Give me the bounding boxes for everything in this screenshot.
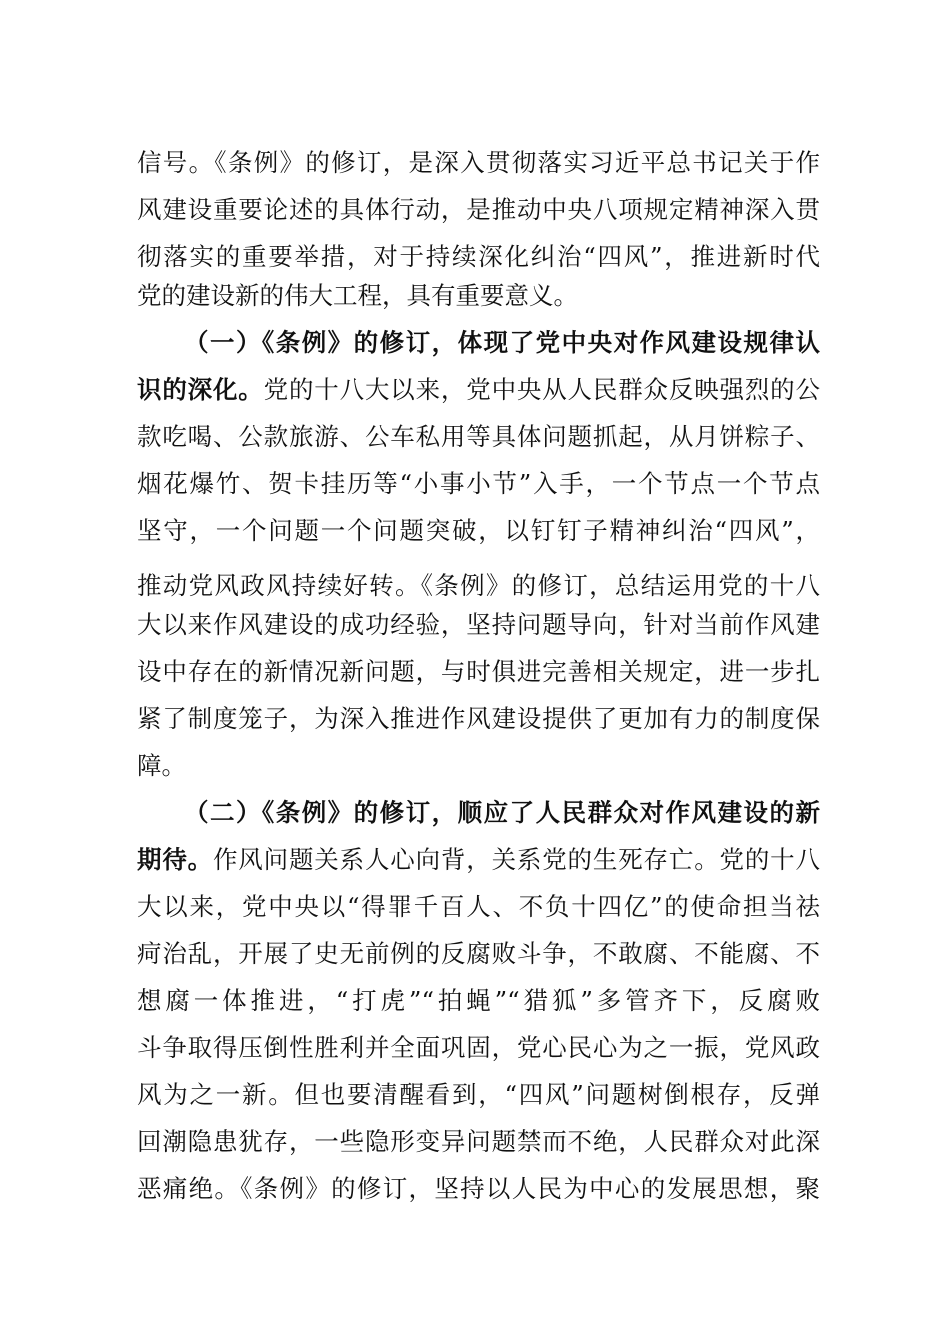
body-line: 推动党风政风持续好转。《条例》的修订，总结运用党的十八 (137, 571, 820, 600)
body-line: 想腐一体推进，“打虎”“拍蝇”“猎狐”多管齐下，反腐败 (137, 986, 820, 1015)
body-line: 款吃喝、公款旅游、公车私用等具体问题抓起，从月饼粽子、 (137, 422, 820, 451)
body-line: 彻落实的重要举措，对于持续深化纠治“四风”，推进新时代 (137, 242, 820, 271)
body-line: 风为之一新。但也要清醒看到，“四风”问题树倒根存，反弹 (137, 1080, 820, 1109)
section-heading-2: （二）《条例》的修订，顺应了人民群众对作风建设的新 (184, 798, 820, 827)
section-heading-2-tail: 期待。 (137, 845, 213, 874)
section-heading-1: （一）《条例》的修订，体现了党中央对作风建设规律认 (184, 328, 820, 357)
body-line: 党的建设新的伟大工程，具有重要意义。 (137, 281, 578, 310)
body-line: 恶痛绝。《条例》的修订，坚持以人民为中心的发展思想，聚 (137, 1174, 820, 1203)
body-line: 信号。《条例》的修订，是深入贯彻落实习近平总书记关于作 (137, 148, 820, 177)
body-line: 设中存在的新情况新问题，与时俱进完善相关规定，进一步扎 (137, 657, 820, 686)
body-line: 斗争取得压倒性胜利并全面巩固，党心民心为之一振，党风政 (137, 1033, 820, 1062)
body-line: 烟花爆竹、贺卡挂历等“小事小节”入手，一个节点一个节点 (137, 469, 820, 498)
body-line: 风建设重要论述的具体行动，是推动中央八项规定精神深入贯 (137, 195, 820, 224)
body-line: 紧了制度笼子，为深入推进作风建设提供了更加有力的制度保 (137, 704, 820, 733)
section-heading-1-tail: 识的深化。 (137, 375, 264, 404)
body-line-mixed (137, 370, 820, 410)
body-text: 作风问题关系人心向背，关系党的生死存亡。党的十八 (212, 845, 820, 874)
body-line-mixed (137, 840, 820, 880)
body-line: 坚守，一个问题一个问题突破，以钉钉子精神纠治“四风”， (137, 516, 820, 545)
body-line: 大以来，党中央以“得罪千百人、不负十四亿”的使命担当祛 (137, 892, 820, 921)
body-line: 回潮隐患犹存，一些隐形变异问题禁而不绝，人民群众对此深 (137, 1127, 820, 1156)
body-text: 党的十八大以来，党中央从人民群众反映强烈的公 (263, 375, 820, 404)
body-line: 疴治乱，开展了史无前例的反腐败斗争，不敢腐、不能腐、不 (137, 939, 820, 968)
body-line: 障。 (137, 751, 186, 780)
body-line: 大以来作风建设的成功经验，坚持问题导向，针对当前作风建 (137, 610, 820, 639)
